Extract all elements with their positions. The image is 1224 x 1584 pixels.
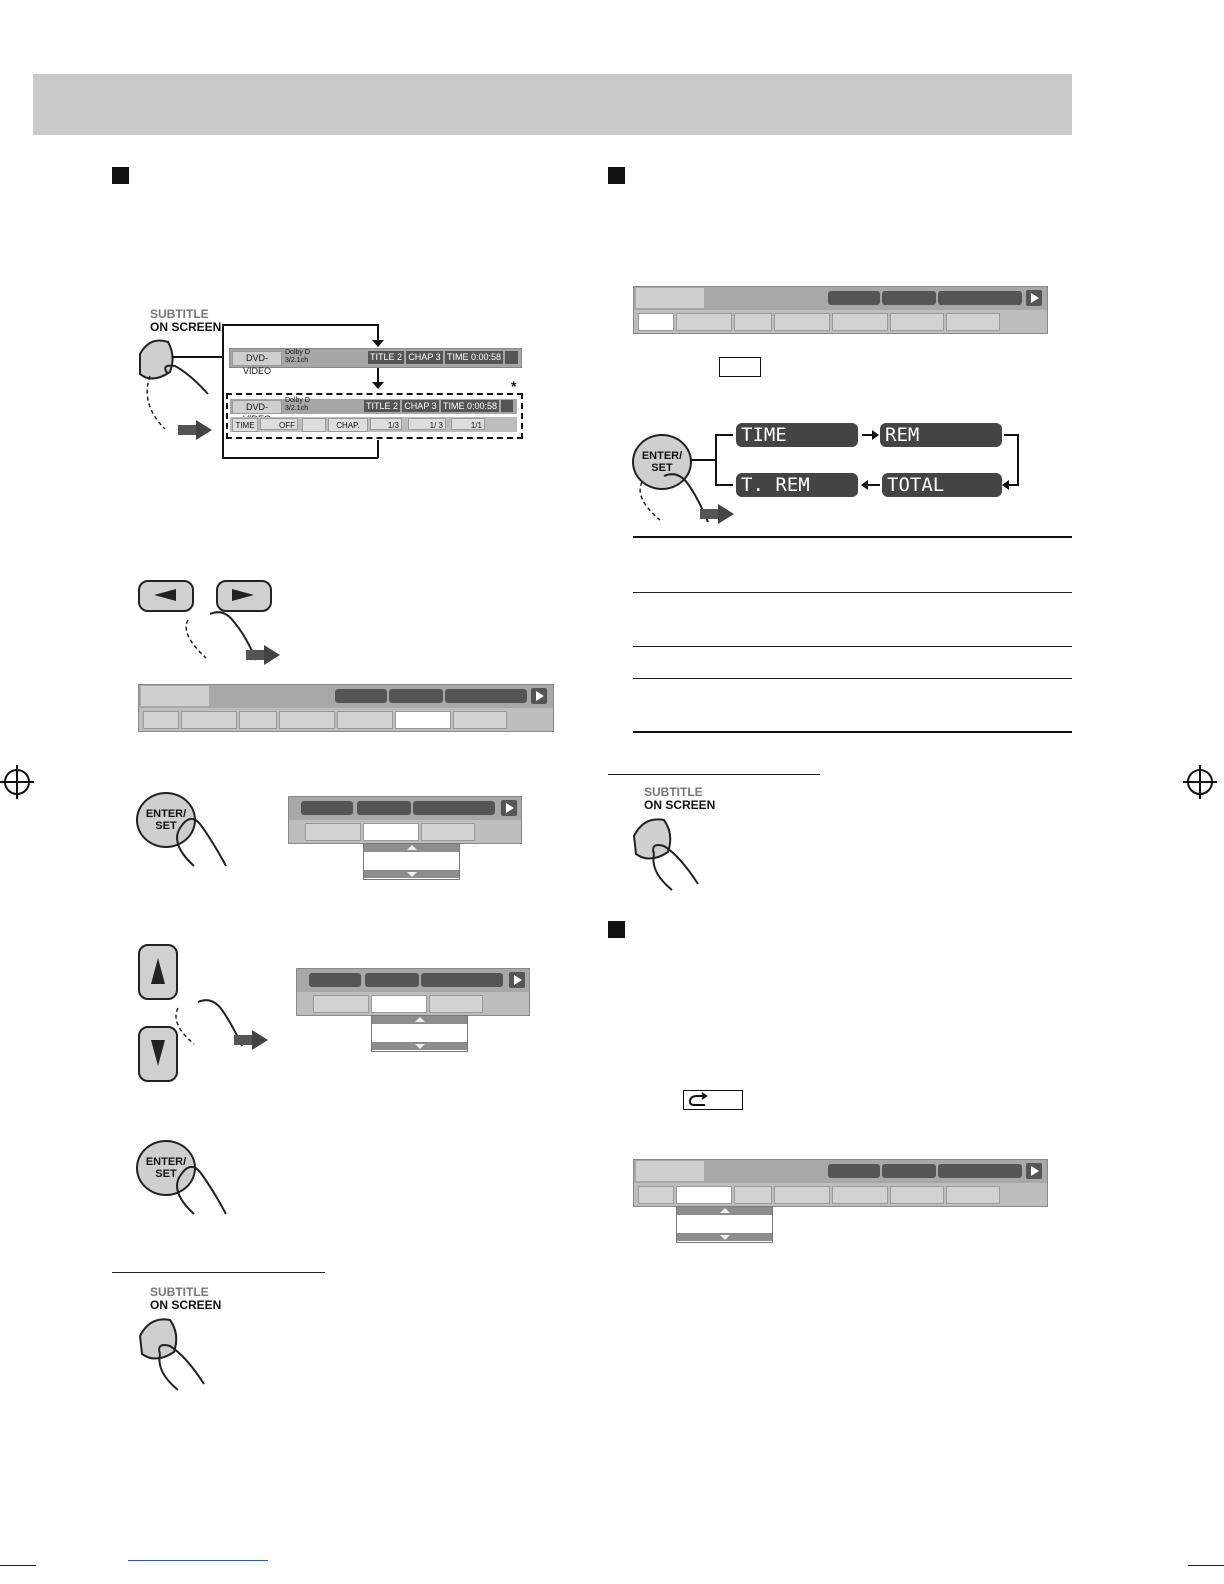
audio-line1: Dolby D	[285, 397, 310, 404]
registration-mark-icon	[4, 769, 30, 795]
camera-angle-icon	[946, 313, 1000, 331]
press-arrow	[246, 650, 266, 660]
table-rule	[633, 536, 1072, 538]
dropdown-option[interactable]	[364, 852, 459, 870]
press-arrow-head	[264, 645, 280, 665]
play-icon	[531, 688, 547, 704]
repeat-box-icon	[683, 1090, 743, 1110]
flow-line	[715, 434, 717, 486]
clock-icon	[239, 711, 277, 729]
up-arrow-button[interactable]	[138, 944, 178, 1000]
osd-title-slot	[828, 291, 880, 305]
registration-mark-icon	[1187, 769, 1213, 795]
section-marker	[112, 167, 129, 184]
osd-bar	[633, 1159, 1048, 1207]
expanded-osd-frame	[226, 393, 523, 439]
source-label: DVD-VIDEO	[232, 351, 282, 366]
set-label: SET	[155, 1168, 177, 1180]
osd-chap-cell	[774, 1186, 830, 1204]
osd-title-slot	[309, 973, 361, 987]
table-rule	[633, 678, 1072, 679]
footer-link-rule	[128, 1560, 268, 1561]
press-arrow	[178, 425, 198, 435]
repeat-icon	[687, 1092, 711, 1108]
arrow-down-icon	[372, 340, 384, 347]
osd-title-slot	[301, 801, 353, 815]
title-label: TITLE	[365, 401, 391, 411]
subtitle-on-screen-button[interactable]	[134, 1312, 214, 1394]
dropdown-option[interactable]	[677, 1215, 772, 1233]
audio-icon	[337, 711, 393, 729]
subtitle-icon	[890, 1186, 944, 1204]
camera-angle-icon	[453, 711, 507, 729]
scroll-up-icon[interactable]	[677, 1207, 772, 1215]
osd-source-slot	[141, 686, 209, 706]
time-item: TIME	[232, 418, 258, 432]
chap-value: 3	[431, 401, 437, 411]
flow-line	[690, 459, 716, 461]
dropdown-option[interactable]	[372, 1024, 467, 1042]
clock-icon	[302, 418, 326, 432]
table-rule	[633, 731, 1072, 733]
subtitle-label: SUBTITLE	[150, 1285, 209, 1299]
osd-time-cell	[638, 313, 674, 331]
osd-bottom	[289, 820, 521, 843]
time-box-icon	[719, 357, 761, 377]
time-value: 0:00:58	[466, 401, 498, 411]
source-label: DVD-	[232, 400, 282, 414]
flow-line	[222, 324, 224, 458]
osd-chap-cell	[774, 313, 830, 331]
osd-bar-bottom	[634, 310, 1047, 333]
press-arrow-head	[196, 420, 212, 440]
chap-label: CHAP	[404, 401, 430, 411]
left-arrow-icon	[154, 589, 176, 601]
osd-time-slot	[445, 689, 527, 703]
right-arrow-icon	[232, 589, 254, 601]
osd-chap-slot	[389, 689, 443, 703]
divider	[112, 1272, 325, 1273]
subtitle-on-screen-label	[150, 1286, 221, 1312]
subtitle-label: SUBTITLE	[644, 785, 703, 799]
clock-icon	[734, 1186, 772, 1204]
cycle-line	[1004, 434, 1018, 436]
flow-line	[222, 457, 378, 459]
osd-title-slot	[828, 1164, 880, 1178]
audio-icon	[832, 1186, 888, 1204]
section-marker	[608, 921, 625, 938]
repeat-icon	[181, 711, 237, 729]
osd-strip-top	[230, 399, 517, 414]
osd-time-slot	[413, 801, 495, 815]
audio-item: 1/3	[370, 418, 402, 430]
angle-item: 1/1	[451, 418, 485, 430]
camera-angle-icon	[946, 1186, 1000, 1204]
chap-label: CHAP	[408, 352, 434, 362]
osd-time-slot	[421, 973, 503, 987]
subtitle-on-screen-label	[150, 308, 221, 334]
subtitle-icon	[890, 313, 944, 331]
play-icon	[1026, 1163, 1042, 1179]
scroll-down-icon[interactable]	[372, 1042, 467, 1050]
flow-line	[172, 356, 224, 358]
repeat-item: OFF	[260, 418, 298, 430]
flow-line	[222, 324, 378, 326]
subtitle-item: 1/ 3	[408, 418, 446, 430]
osd-time-cell	[638, 1186, 674, 1204]
audio-icon	[832, 313, 888, 331]
footnote-asterisk: *	[511, 378, 517, 394]
play-icon	[501, 800, 517, 816]
subtitle-icon	[371, 995, 427, 1013]
time-label: TIME	[446, 352, 469, 362]
total-time-display: TOTAL 1:01:58	[882, 473, 1002, 497]
osd-bar-bottom	[139, 708, 553, 731]
table-rule	[633, 592, 1072, 593]
osd-source-slot	[636, 288, 704, 308]
audio-line1: Dolby D	[285, 349, 310, 356]
subtitle-dropdown[interactable]	[371, 1015, 468, 1052]
chap-badge	[406, 351, 443, 364]
chap-item: CHAP.	[328, 418, 368, 432]
audio-format	[285, 397, 310, 413]
play-icon	[509, 972, 525, 988]
audio-format	[285, 349, 310, 365]
divider	[608, 774, 820, 775]
set-label: SET	[651, 462, 673, 474]
chap-badge	[402, 400, 439, 412]
title-badge	[364, 400, 400, 412]
osd-bar	[633, 286, 1048, 334]
subtitle-icon	[363, 823, 419, 841]
title-value: 2	[393, 401, 399, 411]
section-marker	[608, 167, 625, 184]
cycle-arrow-head	[872, 430, 879, 440]
osd-time-slot	[938, 1164, 1022, 1178]
flow-line	[715, 434, 733, 436]
enter-label: ENTER/	[145, 1156, 187, 1168]
time-badge	[441, 400, 499, 412]
osd-strip-bottom	[230, 417, 517, 432]
repeat-icon	[676, 313, 732, 331]
osd-bar	[138, 684, 554, 732]
time-badge	[445, 351, 503, 364]
arrow-down-icon	[372, 382, 384, 389]
osd-strip	[229, 348, 522, 376]
press-arrow-head	[252, 1030, 268, 1050]
finger-press-icon	[170, 1156, 230, 1218]
down-arrow-icon	[151, 1040, 165, 1066]
subtitle-label: SUBTITLE	[150, 307, 209, 321]
osd-bar-bottom	[634, 1183, 1047, 1206]
play-icon	[1026, 290, 1042, 306]
set-label: SET	[155, 820, 177, 832]
on-screen-label: ON SCREEN	[644, 798, 716, 812]
on-screen-label: ON SCREEN	[150, 320, 222, 334]
camera-angle-icon	[421, 823, 475, 841]
flow-line	[377, 440, 379, 458]
scroll-up-icon[interactable]	[372, 1016, 467, 1024]
title-label: TITLE	[369, 352, 395, 362]
press-arrow-head	[718, 504, 734, 524]
audio-icon	[313, 995, 369, 1013]
chap-value: 3	[435, 352, 441, 362]
time-label: TIME	[442, 401, 465, 411]
osd-chap-slot	[882, 1164, 936, 1178]
finger-press-icon	[170, 808, 230, 870]
trim-mark	[0, 1565, 36, 1566]
osd-chap-cell	[279, 711, 335, 729]
page-header-band	[33, 74, 1072, 135]
cycle-arrow-head	[861, 480, 868, 490]
repeat-dropdown[interactable]	[676, 1206, 773, 1243]
osd-chap-slot	[357, 801, 411, 815]
subtitle-on-screen-label	[644, 786, 715, 812]
subtitle-dropdown[interactable]	[363, 843, 460, 880]
time-elapsed-display: TIME 0:00:58	[736, 423, 858, 447]
cycle-line	[1017, 434, 1019, 486]
scroll-up-icon[interactable]	[364, 844, 459, 852]
osd-partial	[288, 796, 522, 844]
audio-line2: 3/2.1ch	[285, 357, 308, 364]
enter-label: ENTER/	[145, 808, 187, 820]
scroll-down-icon[interactable]	[364, 870, 459, 878]
time-value: 0:00:58	[470, 352, 502, 362]
osd-partial	[296, 968, 530, 1016]
flow-line	[715, 484, 733, 486]
play-icon	[501, 400, 513, 412]
title-value: 2	[397, 352, 403, 362]
osd-title-slot	[335, 689, 387, 703]
osd-chap-slot	[365, 973, 419, 987]
osd-time-slot	[938, 291, 1022, 305]
enter-label: ENTER/	[641, 450, 683, 462]
audio-line2: 3/2.1ch	[285, 405, 308, 412]
press-arrow	[700, 509, 720, 519]
table-rule	[633, 646, 1072, 647]
play-icon	[505, 351, 518, 364]
repeat-icon	[676, 1186, 732, 1204]
on-screen-label: ON SCREEN	[150, 1298, 222, 1312]
osd-bottom	[297, 992, 529, 1015]
up-arrow-icon	[151, 958, 165, 984]
trim-mark	[1188, 1565, 1224, 1566]
camera-angle-icon	[429, 995, 483, 1013]
osd-time-cell	[143, 711, 179, 729]
cycle-arrow-head	[1002, 480, 1009, 490]
clock-icon	[734, 313, 772, 331]
subtitle-icon	[395, 711, 451, 729]
subtitle-on-screen-button[interactable]	[628, 812, 708, 894]
osd-chap-slot	[882, 291, 936, 305]
osd-source-slot	[636, 1161, 704, 1181]
press-arrow	[234, 1035, 254, 1045]
audio-icon	[305, 823, 361, 841]
scroll-down-icon[interactable]	[677, 1233, 772, 1241]
title-badge	[368, 351, 404, 364]
title-remaining-display: T. REM 0:35:24	[736, 473, 858, 497]
cycle-arrow	[866, 484, 880, 486]
time-remaining-display: REM 0:11:23	[880, 423, 1002, 447]
